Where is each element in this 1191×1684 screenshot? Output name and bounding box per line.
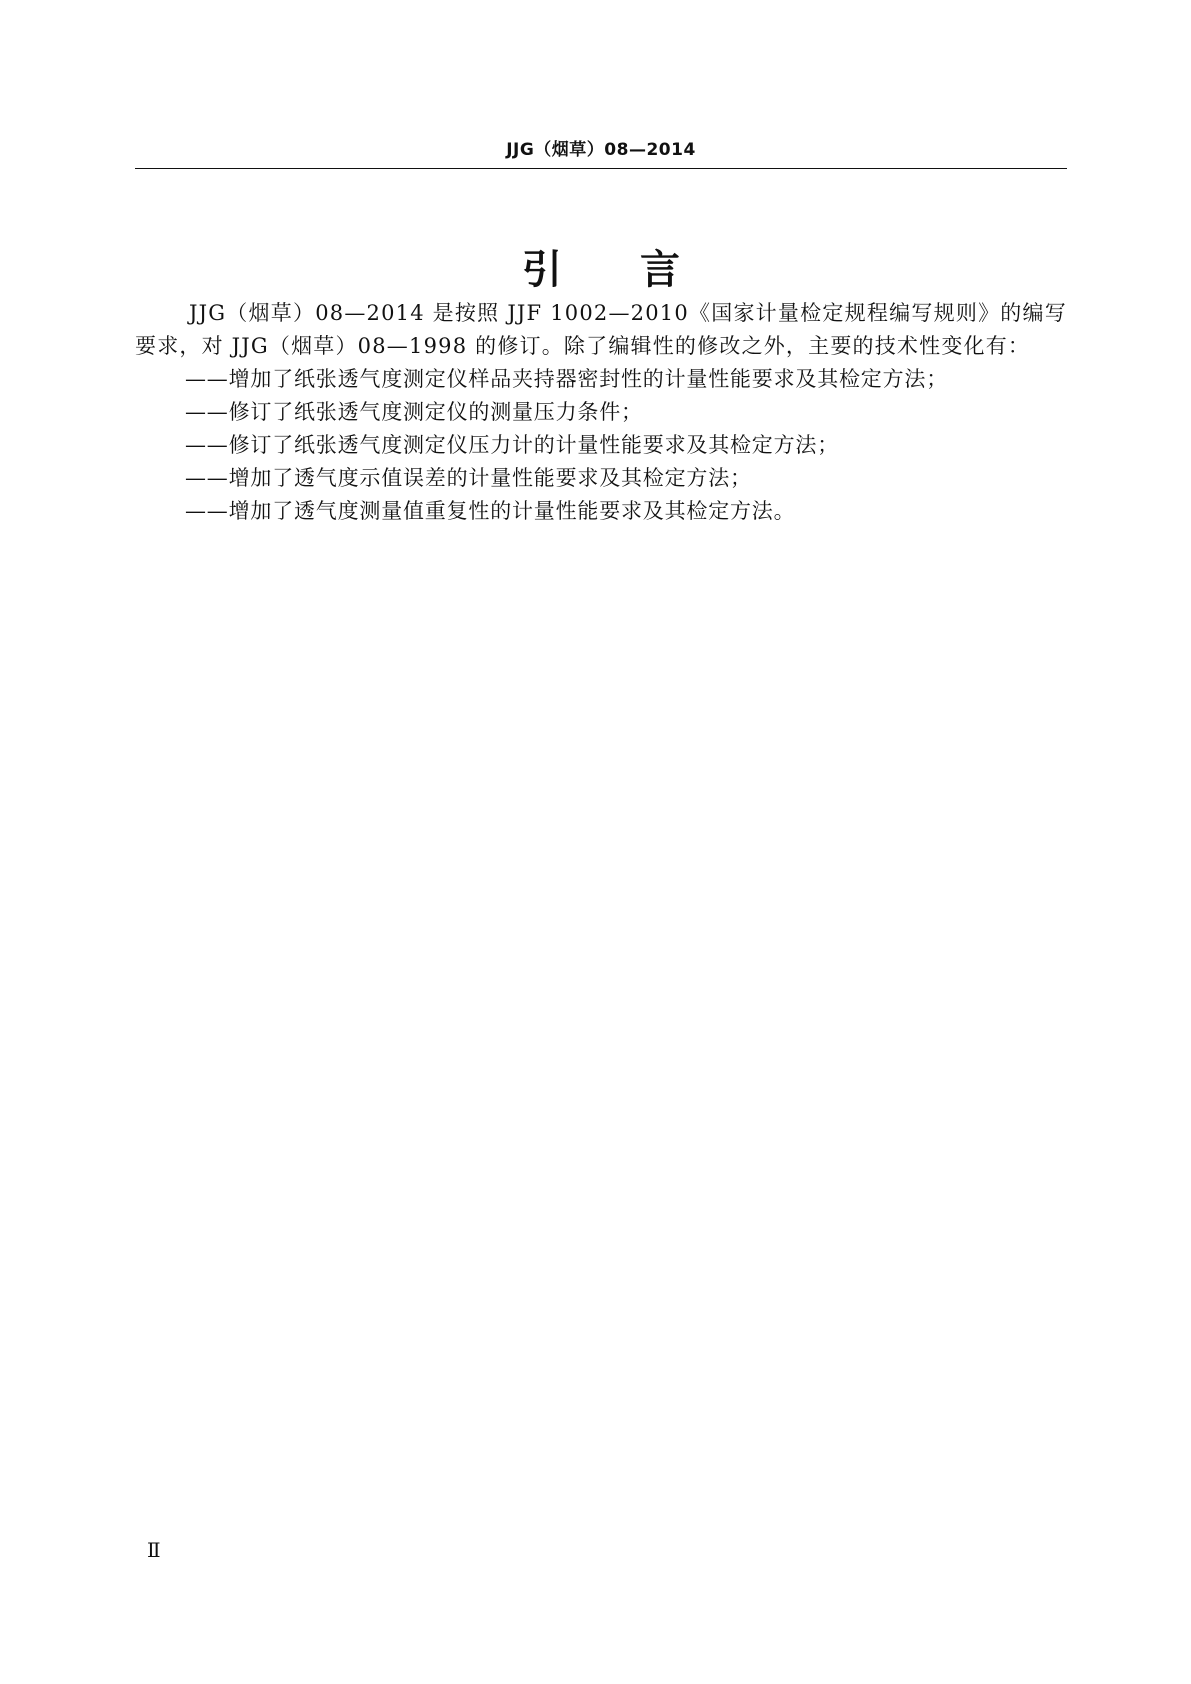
change-item: ——增加了透气度示值误差的计量性能要求及其检定方法； [185, 466, 752, 490]
running-header: JJG（烟草）08—2014 [506, 140, 696, 160]
change-item: ——增加了透气度测量值重复性的计量性能要求及其检定方法。 [185, 499, 796, 523]
document-body [135, 297, 1067, 528]
intro-paragraph: JJG（烟草）08—2014 是按照 JJF 1002—2010《国家计量检定规程编写规则》的编写要求，对 JJG（烟草）08—1998 的修订。除了编辑性的修改之外，主要的技术性变化有： [135, 301, 1067, 358]
header-rule [135, 168, 1067, 169]
change-item: ——修订了纸张透气度测定仪的测量压力条件； [185, 400, 643, 424]
page-title: 引言 [522, 246, 758, 293]
change-item: ——增加了纸张透气度测定仪样品夹持器密封性的计量性能要求及其检定方法； [185, 367, 948, 391]
page-number: Ⅱ [147, 1538, 161, 1562]
change-item: ——修订了纸张透气度测定仪压力计的计量性能要求及其检定方法； [185, 433, 839, 457]
change-list [135, 363, 1067, 528]
